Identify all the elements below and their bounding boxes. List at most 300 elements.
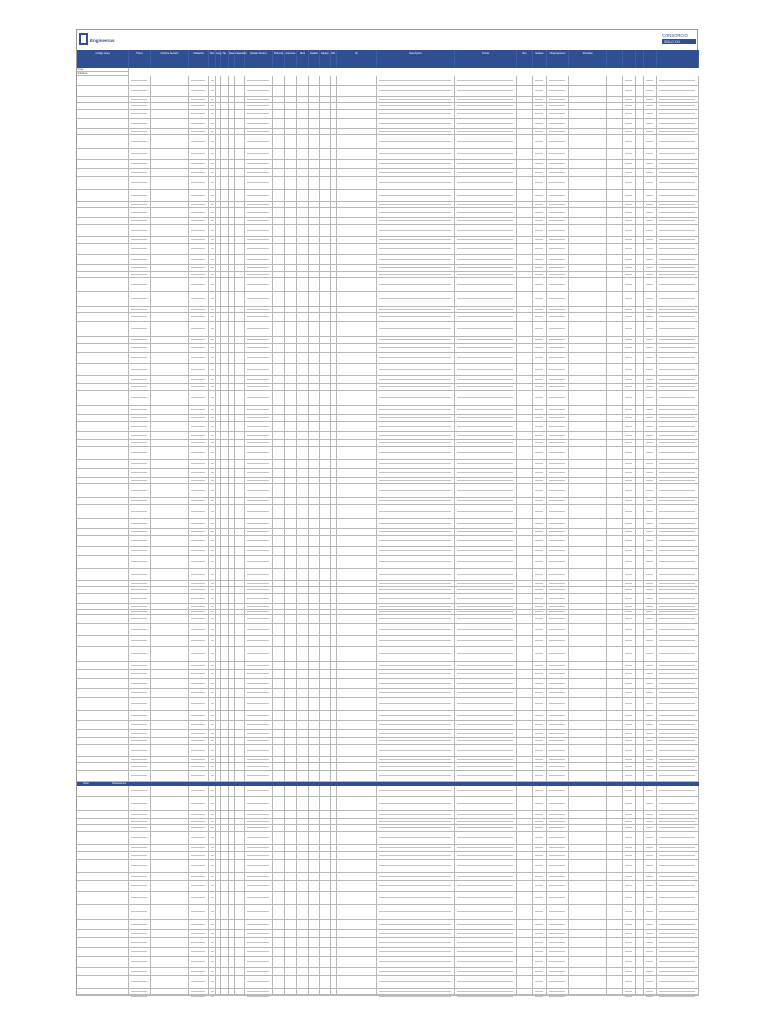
table-cell — [245, 547, 273, 556]
cell-text-mark — [191, 540, 205, 541]
table-cell — [209, 547, 216, 556]
cell-text-mark — [211, 80, 214, 81]
section-label: Área — [77, 68, 129, 72]
cell-text-mark — [191, 274, 205, 275]
table-cell — [623, 892, 636, 905]
cell-text-mark — [625, 417, 632, 418]
table-cell — [455, 160, 517, 169]
cell-text-mark — [131, 182, 147, 183]
table-cell — [129, 852, 151, 860]
cell-text-mark — [191, 703, 205, 704]
table-cell — [221, 587, 229, 594]
table-row — [77, 825, 699, 832]
cell-text-mark — [191, 163, 205, 164]
table-cell — [77, 292, 129, 307]
table-cell — [657, 469, 699, 478]
table-cell — [636, 237, 644, 244]
table-cell — [77, 119, 129, 129]
cell-text-mark — [191, 876, 205, 877]
table-cell — [285, 86, 297, 97]
table-cell — [455, 647, 517, 662]
table-cell — [636, 995, 644, 996]
cell-text-mark — [659, 511, 695, 512]
table-cell — [151, 679, 189, 689]
cell-text-mark — [535, 942, 543, 943]
table-cell — [297, 662, 309, 670]
table-cell — [77, 556, 129, 569]
table-cell — [337, 208, 377, 218]
table-cell — [245, 208, 273, 218]
table-cell — [569, 536, 607, 547]
table-cell — [657, 920, 699, 930]
table-cell — [533, 730, 547, 738]
cell-text-mark — [131, 523, 147, 524]
table-cell — [189, 905, 209, 920]
table-row — [77, 337, 699, 344]
table-cell — [297, 519, 309, 529]
cell-text-mark — [247, 212, 269, 213]
table-cell — [547, 711, 569, 721]
table-cell — [235, 384, 245, 391]
table-cell — [209, 244, 216, 255]
table-cell — [657, 505, 699, 519]
table-cell — [297, 244, 309, 255]
table-cell — [309, 662, 320, 670]
table-cell — [309, 225, 320, 237]
table-cell — [569, 505, 607, 519]
table-cell — [189, 647, 209, 662]
cell-text-mark — [625, 131, 632, 132]
table-cell — [297, 881, 309, 892]
table-cell — [273, 225, 285, 237]
table-cell — [309, 149, 320, 160]
table-cell — [297, 771, 309, 782]
table-cell — [607, 440, 623, 447]
table-cell — [273, 498, 285, 505]
table-cell — [569, 738, 607, 745]
table-cell — [151, 786, 189, 797]
table-cell — [273, 505, 285, 519]
table-cell — [377, 679, 455, 689]
table-cell — [245, 292, 273, 307]
table-cell — [377, 432, 455, 440]
table-cell — [636, 711, 644, 721]
table-cell — [297, 711, 309, 721]
table-cell — [623, 662, 636, 670]
table-cell — [623, 169, 636, 177]
table-cell — [533, 422, 547, 432]
table-cell — [221, 957, 229, 968]
table-cell — [273, 832, 285, 845]
table-cell — [209, 968, 216, 976]
table-cell — [377, 968, 455, 976]
cell-text-mark — [659, 961, 695, 962]
table-cell — [151, 460, 189, 469]
table-cell — [245, 119, 273, 129]
table-cell — [607, 556, 623, 569]
table-cell — [377, 86, 455, 97]
table-cell — [245, 873, 273, 881]
cell-text-mark — [549, 316, 565, 317]
table-cell — [151, 415, 189, 422]
table-cell — [235, 218, 245, 225]
table-cell — [644, 313, 657, 322]
table-cell — [644, 255, 657, 265]
cell-text-mark — [535, 692, 543, 693]
table-cell — [129, 968, 151, 976]
table-cell — [77, 698, 129, 711]
cell-text-mark — [131, 204, 147, 205]
table-cell — [209, 76, 216, 86]
cell-text-mark — [535, 163, 543, 164]
cell-text-mark — [191, 172, 205, 173]
cell-text-mark — [191, 239, 205, 240]
cell-text-mark — [131, 379, 147, 380]
table-cell — [189, 957, 209, 968]
table-cell — [209, 763, 216, 771]
table-row — [77, 920, 699, 930]
table-cell — [221, 745, 229, 757]
table-cell — [320, 177, 331, 190]
table-cell — [245, 786, 273, 797]
cell-text-mark — [549, 885, 565, 886]
table-cell — [77, 995, 129, 996]
table-cell — [151, 968, 189, 976]
table-cell — [151, 594, 189, 604]
table-cell — [517, 447, 533, 460]
cell-text-mark — [379, 827, 451, 828]
cell-text-mark — [379, 204, 451, 205]
table-cell — [377, 391, 455, 406]
cell-text-mark — [625, 379, 632, 380]
table-cell — [297, 237, 309, 244]
cell-text-mark — [535, 267, 543, 268]
cell-text-mark — [379, 971, 451, 972]
table-cell — [517, 832, 533, 845]
table-cell — [129, 208, 151, 218]
table-row — [77, 76, 699, 86]
table-cell — [517, 255, 533, 265]
table-cell — [77, 313, 129, 322]
table-cell — [285, 422, 297, 432]
table-cell — [297, 920, 309, 930]
cell-text-mark — [379, 876, 451, 877]
cell-text-mark — [457, 715, 513, 716]
cell-text-mark — [191, 733, 205, 734]
table-cell — [285, 505, 297, 519]
table-cell — [129, 292, 151, 307]
table-cell — [517, 547, 533, 556]
cell-text-mark — [457, 511, 513, 512]
table-cell — [644, 353, 657, 364]
table-cell — [235, 670, 245, 679]
table-cell — [77, 86, 129, 97]
table-cell — [235, 208, 245, 218]
cell-text-mark — [659, 803, 695, 804]
table-cell — [151, 976, 189, 989]
table-row — [77, 662, 699, 670]
cell-text-mark — [247, 409, 269, 410]
cell-text-mark — [191, 417, 205, 418]
table-cell — [320, 149, 331, 160]
table-cell — [569, 322, 607, 337]
cell-text-mark — [625, 274, 632, 275]
table-cell — [235, 76, 245, 86]
table-cell — [151, 536, 189, 547]
cell-text-mark — [646, 267, 653, 268]
table-cell — [297, 536, 309, 547]
table-cell — [245, 364, 273, 376]
table-cell — [657, 938, 699, 948]
table-cell — [547, 624, 569, 636]
table-cell — [297, 647, 309, 662]
cell-text-mark — [646, 417, 653, 418]
table-cell — [517, 594, 533, 604]
table-cell — [607, 519, 623, 529]
cell-text-mark — [131, 490, 147, 491]
table-cell — [273, 160, 285, 169]
cell-text-mark — [549, 480, 565, 481]
table-cell — [657, 892, 699, 905]
cell-text-mark — [625, 426, 632, 427]
cell-text-mark — [659, 991, 695, 992]
cell-text-mark — [646, 961, 653, 962]
cell-text-mark — [549, 574, 565, 575]
table-cell — [309, 190, 320, 202]
table-cell — [151, 745, 189, 757]
cell-text-mark — [247, 803, 269, 804]
cell-text-mark — [659, 855, 695, 856]
table-cell — [221, 547, 229, 556]
table-cell — [377, 344, 455, 353]
cell-text-mark — [549, 204, 565, 205]
cell-text-mark — [535, 618, 543, 619]
table-cell — [77, 569, 129, 581]
table-row — [77, 460, 699, 469]
brand-left-text: Engineerus — [90, 38, 115, 43]
table-cell — [517, 662, 533, 670]
table-cell — [636, 852, 644, 860]
cell-text-mark — [549, 865, 565, 866]
cell-text-mark — [549, 426, 565, 427]
table-cell — [221, 930, 229, 938]
cell-text-mark — [247, 618, 269, 619]
table-row — [77, 547, 699, 556]
cell-text-mark — [625, 790, 632, 791]
cell-text-mark — [211, 837, 214, 838]
cell-text-mark — [211, 790, 214, 791]
table-cell — [309, 406, 320, 415]
table-cell — [547, 957, 569, 968]
table-cell — [77, 721, 129, 730]
table-cell — [569, 86, 607, 97]
cell-text-mark — [131, 885, 147, 886]
table-cell — [285, 469, 297, 478]
table-cell — [309, 278, 320, 292]
table-cell — [221, 244, 229, 255]
table-cell — [273, 353, 285, 364]
table-cell — [235, 938, 245, 948]
table-cell — [636, 529, 644, 536]
header-cell: Tramo — [129, 50, 151, 68]
table-cell — [657, 905, 699, 920]
table-cell — [569, 160, 607, 169]
table-cell — [245, 892, 273, 905]
cell-text-mark — [535, 703, 543, 704]
table-cell — [377, 636, 455, 647]
table-cell — [189, 86, 209, 97]
table-row — [77, 698, 699, 711]
table-cell — [517, 519, 533, 529]
table-cell — [209, 322, 216, 337]
table-cell — [455, 556, 517, 569]
table-cell — [533, 149, 547, 160]
table-cell — [77, 255, 129, 265]
table-cell — [273, 86, 285, 97]
cell-text-mark — [247, 640, 269, 641]
cell-text-mark — [457, 220, 513, 221]
cell-text-mark — [535, 113, 543, 114]
table-cell — [320, 110, 331, 119]
table-cell — [636, 670, 644, 679]
brand-right-subtext: SIGLO XXI — [664, 40, 680, 44]
table-cell — [337, 797, 377, 811]
table-cell — [377, 976, 455, 989]
cell-text-mark — [549, 141, 565, 142]
cell-text-mark — [131, 220, 147, 221]
table-cell — [569, 237, 607, 244]
cell-text-mark — [535, 409, 543, 410]
cell-text-mark — [659, 274, 695, 275]
table-row — [77, 957, 699, 968]
table-cell — [636, 892, 644, 905]
table-cell — [285, 119, 297, 129]
table-cell — [209, 852, 216, 860]
cell-text-mark — [191, 611, 205, 612]
cell-text-mark — [535, 865, 543, 866]
table-cell — [151, 721, 189, 730]
table-cell — [245, 860, 273, 873]
table-cell — [151, 587, 189, 594]
table-cell — [309, 721, 320, 730]
table-cell — [209, 679, 216, 689]
table-cell — [607, 208, 623, 218]
table-cell — [235, 119, 245, 129]
table-cell — [273, 422, 285, 432]
cell-text-mark — [625, 239, 632, 240]
cell-text-mark — [457, 865, 513, 866]
table-cell — [285, 711, 297, 721]
table-cell — [623, 322, 636, 337]
table-cell — [245, 832, 273, 845]
table-cell — [221, 469, 229, 478]
table-cell — [245, 689, 273, 698]
cell-text-mark — [549, 814, 565, 815]
cell-text-mark — [646, 239, 653, 240]
cell-text-mark — [646, 259, 653, 260]
table-cell — [285, 322, 297, 337]
table-cell — [377, 957, 455, 968]
cell-text-mark — [379, 239, 451, 240]
cell-text-mark — [535, 182, 543, 183]
table-cell — [273, 344, 285, 353]
cell-text-mark — [535, 766, 543, 767]
table-cell — [607, 930, 623, 938]
table-cell — [77, 679, 129, 689]
cell-text-mark — [247, 606, 269, 607]
table-cell — [636, 119, 644, 129]
cell-text-mark — [625, 733, 632, 734]
table-cell — [644, 938, 657, 948]
table-cell — [285, 103, 297, 110]
table-cell — [189, 636, 209, 647]
table-cell — [189, 930, 209, 938]
table-cell — [221, 881, 229, 892]
table-cell — [657, 786, 699, 797]
cell-text-mark — [549, 328, 565, 329]
cell-text-mark — [211, 766, 214, 767]
table-cell — [636, 881, 644, 892]
table-cell — [533, 662, 547, 670]
table-cell — [209, 860, 216, 873]
table-cell — [533, 873, 547, 881]
table-cell — [337, 852, 377, 860]
table-cell — [517, 76, 533, 86]
table-cell — [547, 647, 569, 662]
cell-text-mark — [659, 924, 695, 925]
cell-text-mark — [131, 435, 147, 436]
table-cell — [273, 460, 285, 469]
cell-text-mark — [659, 316, 695, 317]
table-cell — [297, 811, 309, 819]
cell-text-mark — [191, 357, 205, 358]
cell-text-mark — [625, 897, 632, 898]
cell-text-mark — [379, 897, 451, 898]
table-cell — [245, 957, 273, 968]
cell-text-mark — [457, 230, 513, 231]
cell-text-mark — [535, 131, 543, 132]
table-cell — [297, 529, 309, 536]
cell-text-mark — [625, 951, 632, 952]
cell-text-mark — [379, 673, 451, 674]
table-cell — [377, 624, 455, 636]
table-cell — [547, 484, 569, 498]
table-cell — [517, 190, 533, 202]
table-cell — [77, 738, 129, 745]
table-cell — [533, 721, 547, 730]
table-cell — [337, 406, 377, 415]
cell-text-mark — [659, 574, 695, 575]
header-cell — [644, 50, 657, 68]
table-cell — [209, 730, 216, 738]
table-cell — [455, 624, 517, 636]
table-cell — [297, 278, 309, 292]
table-cell — [377, 594, 455, 604]
cell-text-mark — [625, 715, 632, 716]
table-cell — [377, 244, 455, 255]
table-cell — [273, 860, 285, 873]
table-cell — [285, 484, 297, 498]
table-cell — [533, 852, 547, 860]
cell-text-mark — [625, 803, 632, 804]
cell-text-mark — [659, 847, 695, 848]
table-cell — [245, 679, 273, 689]
cell-text-mark — [549, 80, 565, 81]
cell-text-mark — [646, 426, 653, 427]
table-cell — [235, 415, 245, 422]
cell-text-mark — [535, 759, 543, 760]
table-cell — [455, 190, 517, 202]
